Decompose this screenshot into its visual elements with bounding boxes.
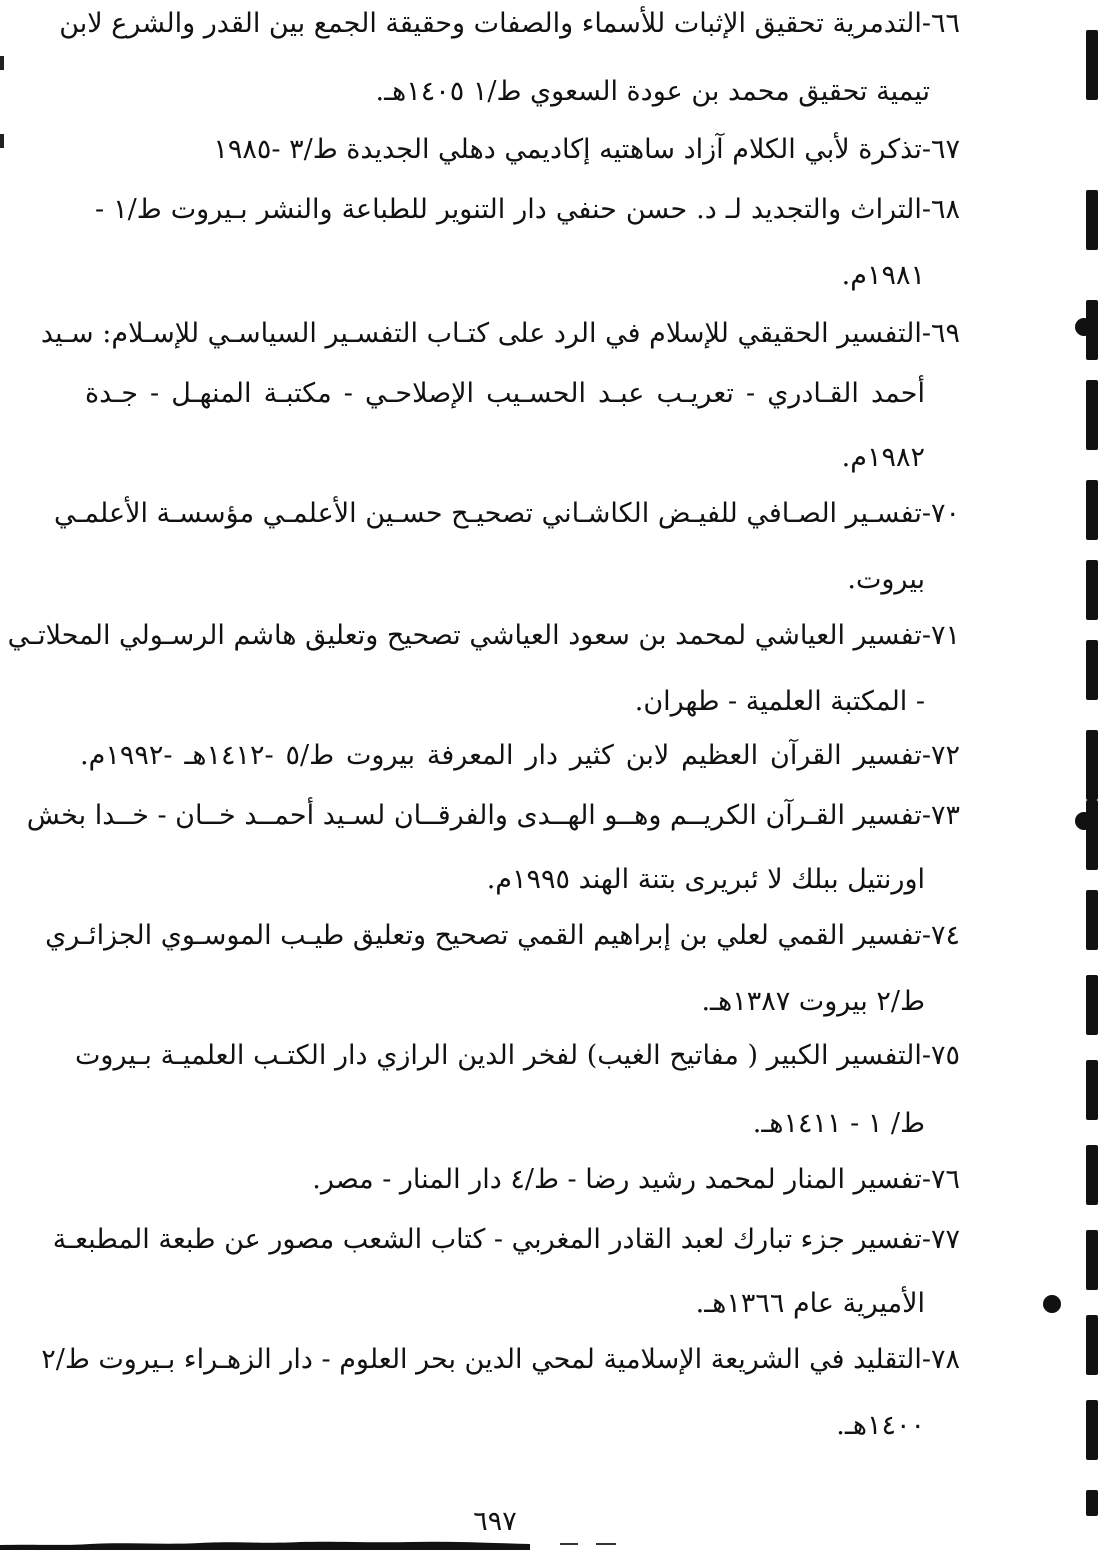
edge-dot	[1043, 1295, 1061, 1313]
entry-68-line-1: ٦٨-التراث والتجديد لـ د. حسن حنفي دار التنوير للطباعة والنشر بـيروت ط/١ -	[95, 194, 960, 225]
entry-71-line-2: - المكتبة العلمية - طهران.	[634, 686, 925, 717]
entry-77-line-1: ٧٧-تفسير جزء تبارك لعبد القادر المغربي - كتاب الشعب مصور عن طبعة المطبعـة	[52, 1224, 960, 1255]
edge-bar	[1086, 800, 1098, 870]
edge-bar	[1086, 730, 1098, 800]
entry-68-line-2: ١٩٨١م.	[841, 260, 925, 291]
entry-74-line-1: ٧٤-تفسير القمي لعلي بن إبراهيم القمي تصحيح وتعليق طيـب الموسـوي الجزائـري	[45, 920, 960, 951]
edge-bar	[1086, 480, 1098, 540]
edge-bar	[1086, 1145, 1098, 1205]
entry-70-line-1: ٧٠-تفسـير الصـافي للفيـض الكاشـاني تصحيـح حسـين الأعلمـي مؤسسـة الأعلمـي	[54, 498, 960, 529]
entry-78-line-1: ٧٨-التقليد في الشريعة الإسلامية لمحي الدين بحر العلوم - دار الزهـراء بـيروت ط/٢	[41, 1344, 960, 1375]
edge-dot	[1075, 812, 1093, 830]
entry-78-line-2: ١٤٠٠هـ.	[836, 1410, 925, 1441]
entry-75-line-1: ٧٥-التفسير الكبير ( مفاتيح الغيب) لفخر الدين الرازي دار الكتـب العلميـة بـيروت	[75, 1040, 960, 1071]
entry-69-line-2: أحمد القـادري - تعريـب عبـد الحسـيب الإصلاحـي - مكتبـة المنهـل - جـدة	[85, 378, 925, 409]
entry-69-line-3: ١٩٨٢م.	[841, 442, 925, 473]
left-edge-mark	[0, 56, 4, 70]
edge-bar	[1086, 975, 1098, 1035]
entry-69-line-1: ٦٩-التفسير الحقيقي للإسلام في الرد على كتـاب التفسـير السياسـي للإسـلام: سـيد	[40, 318, 960, 349]
entry-73-line-2: اورنتيل ببلك لا ئبريرى بتنة الهند ١٩٩٥م.	[486, 864, 925, 895]
edge-bar	[1086, 380, 1098, 450]
scan-edge-band	[0, 1536, 530, 1550]
entry-71-line-1: ٧١-تفسير العياشي لمحمد بن سعود العياشي تصحيح وتعليق هاشم الرسـولي المحلاتـي	[7, 620, 960, 651]
entry-76: ٧٦-تفسير المنار لمحمد رشيد رضا - ط/٤ دار المنار - مصر.	[312, 1164, 960, 1195]
entry-73-line-1: ٧٣-تفسير القـرآن الكريــم وهــو الهــدى والفرقــان لسـيد أحمــد خــان - خــدا بخش	[26, 800, 960, 831]
left-edge-mark	[0, 134, 4, 148]
entry-72: ٧٢-تفسير القرآن العظيم لابن كثير دار المعرفة بيروت ط/٥ -١٤١٢هـ -١٩٩٢م.	[80, 740, 960, 771]
entry-70-line-2: بيروت.	[847, 564, 925, 595]
edge-bar	[1086, 640, 1098, 700]
edge-bar	[1086, 190, 1098, 250]
edge-bar	[1086, 1400, 1098, 1460]
page-number: ٦٩٧	[473, 1506, 517, 1537]
edge-bar	[1086, 1060, 1098, 1120]
entry-66-line-2: تيمية تحقيق محمد بن عودة السعوي ط/١ ١٤٠٥هـ.	[375, 76, 930, 107]
entry-67: ٦٧-تذكرة لأبي الكلام آزاد ساهتيه إكاديمي دهلي الجديدة ط/٣ -١٩٨٥	[213, 134, 960, 165]
edge-bar	[1086, 560, 1098, 620]
edge-bar	[1086, 890, 1098, 950]
entry-77-line-2: الأميرية عام ١٣٦٦هـ.	[695, 1288, 925, 1319]
entry-66-line-1: ٦٦-التدمرية تحقيق الإثبات للأسماء والصفات وحقيقة الجمع بين القدر والشرع لابن	[59, 8, 960, 39]
entry-75-line-2: ط/ ١ - ١٤١١هـ.	[752, 1108, 925, 1139]
edge-bar	[1086, 1230, 1098, 1290]
edge-bar	[1086, 1490, 1098, 1516]
entry-74-line-2: ط/٢ بيروت ١٣٨٧هـ.	[701, 986, 925, 1017]
edge-bar	[1086, 1315, 1098, 1375]
scan-dashes	[560, 1540, 620, 1548]
edge-dot	[1075, 318, 1093, 336]
edge-bar	[1086, 30, 1098, 100]
